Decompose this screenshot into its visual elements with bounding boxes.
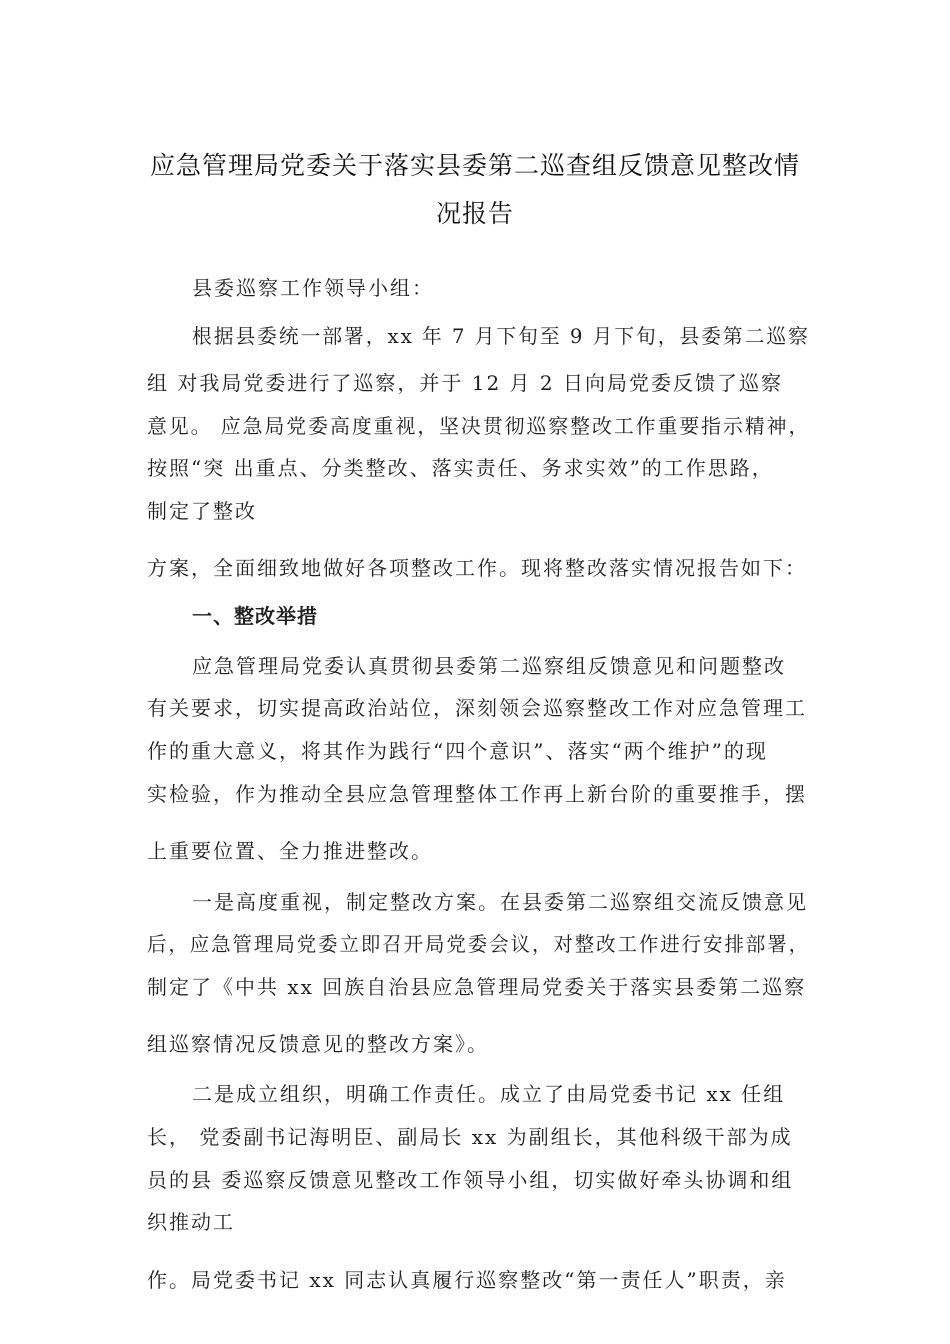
item1-line-3: 制定了《中共 xx 回族自治县应急管理局党委关于落实县委第二巡察 — [147, 975, 807, 999]
section1-line-3: 作的重大意义，将其作为践行“四个意识”、落实“两个维护”的现 — [147, 739, 768, 763]
item1-line-1: 一是高度重视，制定整改方案。在县委第二巡察组交流反馈意见 — [192, 890, 808, 914]
item2-line-4: 织推动工 — [147, 1210, 235, 1234]
intro-line-5: 制定了整改 — [147, 499, 257, 523]
intro-line-4: 按照“突 出重点、分类整改、落实责任、务求实效”的工作思路， — [147, 456, 774, 480]
intro-line-3: 意见。 应急局党委高度重视，坚决贯彻巡察整改工作重要指示精神， — [147, 414, 811, 438]
document-title-line-2: 况报告 — [435, 199, 514, 228]
item2-line-1: 二是成立组织，明确工作责任。成立了由局党委书记 xx 任组 — [192, 1082, 786, 1106]
section1-line-1: 应急管理局党委认真贯彻县委第二巡察组反馈意见和问题整改 — [192, 654, 786, 678]
item2-line-2: 长， 党委副书记海明臣、副局长 xx 为副组长，其他科级干部为成 — [147, 1125, 793, 1149]
intro-line-1: 根据县委统一部署，xx 年 7 月下旬至 9 月下旬，县委第二巡察 — [192, 324, 810, 348]
item2-line-5: 作。局党委书记 xx 同志认真履行巡察整改“第一责任人”职责，亲 — [147, 1268, 787, 1292]
section-heading-1: 一、整改举措 — [192, 604, 318, 628]
document-title-line-1: 应急管理局党委关于落实县委第二巡查组反馈意见整改情 — [149, 151, 800, 180]
item2-line-3: 员的县 委巡察反馈意见整改工作领导小组，切实做好牵头协调和组 — [147, 1168, 794, 1192]
item1-line-2: 后，应急管理局党委立即召开局党委会议，对整改工作进行安排部署， — [147, 932, 810, 956]
section1-line-2: 有关要求，切实提高政治站位，深刻领会巡察整改工作对应急管理工 — [147, 696, 807, 720]
section1-line-5: 上重要位置、全力推进整改。 — [147, 839, 433, 863]
salutation: 县委巡察工作领导小组： — [192, 276, 434, 300]
intro-line-6: 方案，全面细致地做好各项整改工作。现将整改落实情况报告如下： — [147, 556, 807, 580]
item1-line-4: 组巡察情况反馈意见的整改方案》。 — [147, 1032, 489, 1056]
section1-line-4: 实检验，作为推动全县应急管理整体工作再上新台阶的重要推手，摆 — [147, 782, 807, 806]
intro-line-2: 组 对我局党委进行了巡察，并于 12 月 2 日向局党委反馈了巡察 — [147, 371, 783, 395]
